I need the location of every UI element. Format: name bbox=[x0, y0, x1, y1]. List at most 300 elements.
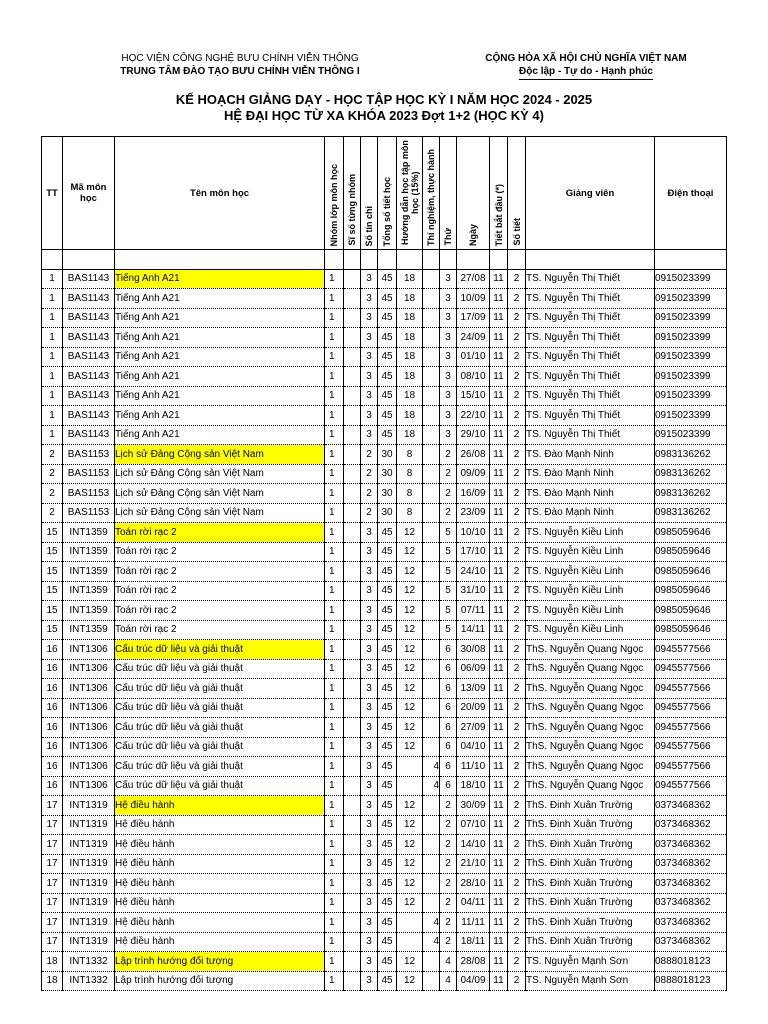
cell-phone: 0915023399 bbox=[655, 328, 727, 348]
cell-total-periods: 45 bbox=[378, 620, 397, 640]
cell-credits: 3 bbox=[361, 815, 378, 835]
cell-start-period: 11 bbox=[490, 835, 508, 855]
cell-group-size bbox=[344, 913, 361, 933]
cell-course-code: INT1306 bbox=[63, 659, 115, 679]
cell-total-periods: 45 bbox=[378, 640, 397, 660]
cell-weekday: 2 bbox=[440, 503, 457, 523]
cell-group-size bbox=[344, 659, 361, 679]
cell-class-group: 1 bbox=[325, 913, 344, 933]
cell-date: 18/10 bbox=[457, 776, 490, 796]
cell-credits: 3 bbox=[361, 386, 378, 406]
cell-date: 14/11 bbox=[457, 620, 490, 640]
cell-course-name: Hệ điều hành bbox=[115, 835, 325, 855]
cell-course-code: BAS1143 bbox=[63, 425, 115, 445]
cell-class-group: 1 bbox=[325, 952, 344, 972]
cell-course-name: Tiếng Anh A21 bbox=[115, 386, 325, 406]
cell-start-period: 11 bbox=[490, 406, 508, 426]
cell-total-periods: 45 bbox=[378, 269, 397, 289]
cell-lab-practice: 4 bbox=[423, 913, 440, 933]
cell-credits: 3 bbox=[361, 776, 378, 796]
cell-start-period: 11 bbox=[490, 620, 508, 640]
table-row bbox=[42, 269, 727, 289]
cell-lab-practice bbox=[423, 269, 440, 289]
table-row bbox=[42, 562, 727, 582]
cell-periods: 2 bbox=[508, 484, 526, 504]
cell-class-group: 1 bbox=[325, 562, 344, 582]
cell-start-period: 11 bbox=[490, 854, 508, 874]
cell-weekday: 3 bbox=[440, 328, 457, 348]
cell-periods: 2 bbox=[508, 386, 526, 406]
cell-lecturer: TS. Nguyễn Mạnh Sơn bbox=[526, 971, 655, 991]
cell-periods: 2 bbox=[508, 776, 526, 796]
cell-study-guidance: 8 bbox=[397, 464, 423, 484]
cell-lecturer: TS. Nguyễn Thị Thiết bbox=[526, 425, 655, 445]
cell-class-group: 1 bbox=[325, 776, 344, 796]
cell-course-code: BAS1143 bbox=[63, 269, 115, 289]
cell-phone: 0915023399 bbox=[655, 289, 727, 309]
cell-total-periods: 45 bbox=[378, 601, 397, 621]
cell-phone: 0915023399 bbox=[655, 269, 727, 289]
cell-weekday: 6 bbox=[440, 757, 457, 777]
cell-weekday: 6 bbox=[440, 640, 457, 660]
cell-periods: 2 bbox=[508, 269, 526, 289]
cell-total-periods: 45 bbox=[378, 523, 397, 543]
cell-weekday: 3 bbox=[440, 269, 457, 289]
cell-group-size bbox=[344, 835, 361, 855]
cell-lecturer: TS. Nguyễn Thị Thiết bbox=[526, 328, 655, 348]
cell-start-period: 11 bbox=[490, 737, 508, 757]
cell-group-size bbox=[344, 718, 361, 738]
cell-course-code: INT1306 bbox=[63, 776, 115, 796]
cell-study-guidance: 12 bbox=[397, 542, 423, 562]
cell-study-guidance: 18 bbox=[397, 269, 423, 289]
cell-lab-practice bbox=[423, 659, 440, 679]
cell-course-code: INT1359 bbox=[63, 601, 115, 621]
cell-tt: 17 bbox=[42, 796, 63, 816]
cell-group-size bbox=[344, 308, 361, 328]
cell-periods: 2 bbox=[508, 679, 526, 699]
cell-group-size bbox=[344, 562, 361, 582]
cell-credits: 3 bbox=[361, 601, 378, 621]
cell-phone: 0373468362 bbox=[655, 932, 727, 952]
cell-lab-practice bbox=[423, 367, 440, 387]
cell-group-size bbox=[344, 776, 361, 796]
cell-course-code: INT1306 bbox=[63, 698, 115, 718]
cell-class-group: 1 bbox=[325, 893, 344, 913]
cell-course-code: BAS1143 bbox=[63, 308, 115, 328]
cell-phone: 0983136262 bbox=[655, 484, 727, 504]
cell-lab-practice bbox=[423, 581, 440, 601]
cell-lecturer: TS. Nguyễn Kiều Linh bbox=[526, 542, 655, 562]
cell-weekday: 2 bbox=[440, 445, 457, 465]
cell-periods: 2 bbox=[508, 503, 526, 523]
table-row bbox=[42, 464, 727, 484]
cell-date: 31/10 bbox=[457, 581, 490, 601]
cell-credits: 3 bbox=[361, 874, 378, 894]
cell-start-period: 11 bbox=[490, 445, 508, 465]
cell-weekday: 3 bbox=[440, 347, 457, 367]
cell-tt: 17 bbox=[42, 815, 63, 835]
cell-lecturer: ThS. Nguyễn Quang Ngọc bbox=[526, 679, 655, 699]
cell-course-name: Tiếng Anh A21 bbox=[115, 289, 325, 309]
cell-weekday: 5 bbox=[440, 523, 457, 543]
cell-credits: 3 bbox=[361, 581, 378, 601]
cell-total-periods: 45 bbox=[378, 328, 397, 348]
cell-lab-practice bbox=[423, 386, 440, 406]
cell-date: 30/08 bbox=[457, 640, 490, 660]
cell-course-name: Hệ điều hành bbox=[115, 854, 325, 874]
cell-periods: 2 bbox=[508, 757, 526, 777]
table-row bbox=[42, 893, 727, 913]
cell-start-period: 11 bbox=[490, 796, 508, 816]
document-title: KẾ HOẠCH GIẢNG DẠY - HỌC TẬP HỌC KỲ I NĂM HỌC 2024 - 2025 bbox=[175, 92, 593, 107]
cell-phone: 0945577566 bbox=[655, 776, 727, 796]
cell-group-size bbox=[344, 620, 361, 640]
cell-periods: 2 bbox=[508, 971, 526, 991]
institution-header bbox=[110, 52, 370, 78]
cell-periods: 2 bbox=[508, 698, 526, 718]
cell-study-guidance: 18 bbox=[397, 386, 423, 406]
cell-study-guidance bbox=[397, 776, 423, 796]
cell-date: 04/11 bbox=[457, 893, 490, 913]
table-row bbox=[42, 328, 727, 348]
cell-group-size bbox=[344, 757, 361, 777]
table-row bbox=[42, 679, 727, 699]
cell-course-code: INT1319 bbox=[63, 835, 115, 855]
cell-study-guidance: 12 bbox=[397, 874, 423, 894]
cell-tt: 1 bbox=[42, 347, 63, 367]
cell-class-group: 1 bbox=[325, 581, 344, 601]
cell-weekday: 2 bbox=[440, 464, 457, 484]
cell-tt: 16 bbox=[42, 698, 63, 718]
cell-start-period: 11 bbox=[490, 503, 508, 523]
cell-lecturer: TS. Nguyễn Kiều Linh bbox=[526, 601, 655, 621]
cell-lecturer: TS. Đào Mạnh Ninh bbox=[526, 503, 655, 523]
cell-credits: 3 bbox=[361, 328, 378, 348]
cell-weekday: 6 bbox=[440, 698, 457, 718]
cell-lecturer: ThS. Đinh Xuân Trường bbox=[526, 796, 655, 816]
cell-group-size bbox=[344, 874, 361, 894]
cell-weekday: 3 bbox=[440, 386, 457, 406]
cell-weekday: 2 bbox=[440, 484, 457, 504]
col-phone: Điện thoại bbox=[655, 137, 727, 250]
cell-periods: 2 bbox=[508, 874, 526, 894]
cell-study-guidance: 12 bbox=[397, 815, 423, 835]
cell-group-size bbox=[344, 698, 361, 718]
cell-start-period: 11 bbox=[490, 815, 508, 835]
cell-tt: 17 bbox=[42, 893, 63, 913]
cell-weekday: 6 bbox=[440, 737, 457, 757]
cell-lab-practice bbox=[423, 698, 440, 718]
cell-course-code: INT1319 bbox=[63, 796, 115, 816]
cell-class-group: 1 bbox=[325, 445, 344, 465]
document-subtitle: HỆ ĐẠI HỌC TỪ XA KHÓA 2023 Đợt 1+2 (HỌC KỲ 4) bbox=[224, 108, 544, 123]
cell-tt: 17 bbox=[42, 932, 63, 952]
cell-lab-practice bbox=[423, 737, 440, 757]
cell-group-size bbox=[344, 581, 361, 601]
cell-total-periods: 45 bbox=[378, 932, 397, 952]
cell-weekday: 4 bbox=[440, 971, 457, 991]
table-row bbox=[42, 484, 727, 504]
cell-periods: 2 bbox=[508, 406, 526, 426]
cell-study-guidance: 12 bbox=[397, 620, 423, 640]
cell-phone: 0983136262 bbox=[655, 503, 727, 523]
cell-course-code: INT1306 bbox=[63, 718, 115, 738]
cell-date: 28/08 bbox=[457, 952, 490, 972]
cell-class-group: 1 bbox=[325, 932, 344, 952]
cell-total-periods: 45 bbox=[378, 581, 397, 601]
cell-date: 07/11 bbox=[457, 601, 490, 621]
table-row bbox=[42, 971, 727, 991]
cell-start-period: 11 bbox=[490, 562, 508, 582]
table-row bbox=[42, 523, 727, 543]
col-date: Ngày bbox=[457, 137, 490, 250]
cell-periods: 2 bbox=[508, 913, 526, 933]
cell-credits: 3 bbox=[361, 620, 378, 640]
cell-phone: 0945577566 bbox=[655, 757, 727, 777]
cell-group-size bbox=[344, 425, 361, 445]
cell-phone: 0915023399 bbox=[655, 308, 727, 328]
cell-course-name: Toán rời rạc 2 bbox=[115, 523, 325, 543]
cell-lecturer: TS. Nguyễn Thị Thiết bbox=[526, 269, 655, 289]
cell-credits: 2 bbox=[361, 445, 378, 465]
cell-periods: 2 bbox=[508, 601, 526, 621]
cell-tt: 16 bbox=[42, 718, 63, 738]
cell-group-size bbox=[344, 269, 361, 289]
cell-credits: 3 bbox=[361, 562, 378, 582]
cell-credits: 3 bbox=[361, 425, 378, 445]
cell-weekday: 2 bbox=[440, 893, 457, 913]
cell-date: 24/09 bbox=[457, 328, 490, 348]
cell-weekday: 5 bbox=[440, 542, 457, 562]
cell-total-periods: 45 bbox=[378, 874, 397, 894]
cell-lecturer: TS. Đào Mạnh Ninh bbox=[526, 484, 655, 504]
cell-credits: 3 bbox=[361, 640, 378, 660]
cell-date: 04/10 bbox=[457, 737, 490, 757]
cell-course-name: Cấu trúc dữ liệu và giải thuật bbox=[115, 757, 325, 777]
table-row bbox=[42, 913, 727, 933]
institution-name: HỌC VIỆN CÔNG NGHỆ BƯU CHÍNH VIỄN THÔNG bbox=[121, 53, 359, 64]
cell-total-periods: 45 bbox=[378, 854, 397, 874]
table-header-row bbox=[42, 137, 727, 250]
cell-weekday: 5 bbox=[440, 620, 457, 640]
cell-lecturer: ThS. Đinh Xuân Trường bbox=[526, 854, 655, 874]
cell-start-period: 11 bbox=[490, 776, 508, 796]
table-row bbox=[42, 952, 727, 972]
cell-total-periods: 30 bbox=[378, 503, 397, 523]
cell-date: 17/10 bbox=[457, 542, 490, 562]
cell-total-periods: 45 bbox=[378, 367, 397, 387]
cell-phone: 0373468362 bbox=[655, 854, 727, 874]
cell-weekday: 5 bbox=[440, 581, 457, 601]
cell-study-guidance: 8 bbox=[397, 484, 423, 504]
cell-lab-practice bbox=[423, 601, 440, 621]
cell-total-periods: 45 bbox=[378, 425, 397, 445]
cell-phone: 0945577566 bbox=[655, 659, 727, 679]
cell-tt: 16 bbox=[42, 776, 63, 796]
cell-course-code: INT1359 bbox=[63, 581, 115, 601]
cell-lecturer: ThS. Nguyễn Quang Ngọc bbox=[526, 659, 655, 679]
cell-credits: 2 bbox=[361, 503, 378, 523]
cell-lecturer: ThS. Đinh Xuân Trường bbox=[526, 815, 655, 835]
table-row bbox=[42, 835, 727, 855]
table-row bbox=[42, 289, 727, 309]
cell-total-periods: 45 bbox=[378, 952, 397, 972]
cell-weekday: 6 bbox=[440, 776, 457, 796]
table-row bbox=[42, 445, 727, 465]
table-row bbox=[42, 620, 727, 640]
cell-credits: 3 bbox=[361, 523, 378, 543]
table-row bbox=[42, 542, 727, 562]
cell-class-group: 1 bbox=[325, 854, 344, 874]
cell-class-group: 1 bbox=[325, 659, 344, 679]
cell-tt: 17 bbox=[42, 854, 63, 874]
cell-course-name: Tiếng Anh A21 bbox=[115, 367, 325, 387]
col-weekday: Thứ bbox=[440, 137, 457, 250]
cell-periods: 2 bbox=[508, 523, 526, 543]
cell-total-periods: 45 bbox=[378, 913, 397, 933]
cell-lecturer: TS. Nguyễn Thị Thiết bbox=[526, 289, 655, 309]
cell-study-guidance: 12 bbox=[397, 640, 423, 660]
cell-lecturer: TS. Nguyễn Kiều Linh bbox=[526, 523, 655, 543]
cell-group-size bbox=[344, 386, 361, 406]
cell-credits: 3 bbox=[361, 367, 378, 387]
cell-course-code: BAS1153 bbox=[63, 484, 115, 504]
cell-course-code: INT1306 bbox=[63, 640, 115, 660]
cell-total-periods: 45 bbox=[378, 679, 397, 699]
cell-course-name: Hệ điều hành bbox=[115, 913, 325, 933]
cell-start-period: 11 bbox=[490, 971, 508, 991]
cell-group-size bbox=[344, 347, 361, 367]
cell-periods: 2 bbox=[508, 289, 526, 309]
cell-tt: 1 bbox=[42, 269, 63, 289]
cell-class-group: 1 bbox=[325, 835, 344, 855]
cell-date: 26/08 bbox=[457, 445, 490, 465]
cell-periods: 2 bbox=[508, 737, 526, 757]
cell-credits: 3 bbox=[361, 718, 378, 738]
cell-study-guidance bbox=[397, 932, 423, 952]
cell-start-period: 11 bbox=[490, 269, 508, 289]
cell-course-name: Lịch sử Đảng Cộng sản Việt Nam bbox=[115, 445, 325, 465]
cell-study-guidance: 12 bbox=[397, 893, 423, 913]
cell-total-periods: 45 bbox=[378, 289, 397, 309]
cell-class-group: 1 bbox=[325, 269, 344, 289]
cell-start-period: 11 bbox=[490, 289, 508, 309]
cell-tt: 18 bbox=[42, 971, 63, 991]
cell-tt: 15 bbox=[42, 620, 63, 640]
cell-credits: 3 bbox=[361, 289, 378, 309]
cell-periods: 2 bbox=[508, 425, 526, 445]
cell-total-periods: 45 bbox=[378, 542, 397, 562]
cell-tt: 1 bbox=[42, 406, 63, 426]
cell-course-name: Cấu trúc dữ liệu và giải thuật bbox=[115, 679, 325, 699]
cell-course-code: BAS1143 bbox=[63, 328, 115, 348]
cell-total-periods: 30 bbox=[378, 484, 397, 504]
cell-lab-practice: 4 bbox=[423, 932, 440, 952]
cell-group-size bbox=[344, 640, 361, 660]
national-header bbox=[476, 52, 696, 80]
cell-course-code: BAS1143 bbox=[63, 406, 115, 426]
cell-total-periods: 30 bbox=[378, 464, 397, 484]
table-row bbox=[42, 737, 727, 757]
table-row bbox=[42, 367, 727, 387]
col-start-period: Tiết bắt đầu (*) bbox=[490, 137, 508, 250]
cell-periods: 2 bbox=[508, 464, 526, 484]
cell-date: 16/09 bbox=[457, 484, 490, 504]
cell-lab-practice bbox=[423, 503, 440, 523]
cell-lab-practice: 4 bbox=[423, 776, 440, 796]
cell-start-period: 11 bbox=[490, 913, 508, 933]
cell-weekday: 2 bbox=[440, 854, 457, 874]
table-row bbox=[42, 503, 727, 523]
cell-phone: 0985059646 bbox=[655, 620, 727, 640]
cell-credits: 3 bbox=[361, 659, 378, 679]
cell-class-group: 1 bbox=[325, 601, 344, 621]
cell-periods: 2 bbox=[508, 562, 526, 582]
col-credits: Số tín chỉ bbox=[361, 137, 378, 250]
cell-date: 14/10 bbox=[457, 835, 490, 855]
col-lecturer: Giảng viên bbox=[526, 137, 655, 250]
cell-periods: 2 bbox=[508, 952, 526, 972]
cell-total-periods: 45 bbox=[378, 406, 397, 426]
cell-study-guidance: 18 bbox=[397, 308, 423, 328]
table-row bbox=[42, 815, 727, 835]
cell-start-period: 11 bbox=[490, 640, 508, 660]
cell-date: 27/08 bbox=[457, 269, 490, 289]
cell-course-code: INT1359 bbox=[63, 562, 115, 582]
cell-course-code: INT1306 bbox=[63, 757, 115, 777]
cell-date: 10/10 bbox=[457, 523, 490, 543]
table-row bbox=[42, 776, 727, 796]
cell-class-group: 1 bbox=[325, 698, 344, 718]
cell-credits: 3 bbox=[361, 698, 378, 718]
cell-tt: 1 bbox=[42, 289, 63, 309]
cell-course-name: Toán rời rạc 2 bbox=[115, 542, 325, 562]
cell-lecturer: TS. Nguyễn Thị Thiết bbox=[526, 406, 655, 426]
cell-phone: 0983136262 bbox=[655, 445, 727, 465]
cell-start-period: 11 bbox=[490, 757, 508, 777]
cell-lab-practice bbox=[423, 815, 440, 835]
cell-group-size bbox=[344, 854, 361, 874]
cell-course-code: INT1306 bbox=[63, 737, 115, 757]
cell-course-name: Hệ điều hành bbox=[115, 893, 325, 913]
cell-study-guidance: 8 bbox=[397, 503, 423, 523]
cell-total-periods: 30 bbox=[378, 445, 397, 465]
cell-credits: 3 bbox=[361, 854, 378, 874]
cell-weekday: 3 bbox=[440, 425, 457, 445]
col-course-code: Mã môn học bbox=[63, 137, 115, 250]
cell-total-periods: 45 bbox=[378, 347, 397, 367]
cell-weekday: 2 bbox=[440, 874, 457, 894]
cell-tt: 16 bbox=[42, 679, 63, 699]
cell-total-periods: 45 bbox=[378, 776, 397, 796]
cell-course-name: Tiếng Anh A21 bbox=[115, 425, 325, 445]
cell-start-period: 11 bbox=[490, 932, 508, 952]
schedule-table bbox=[41, 136, 727, 991]
cell-total-periods: 45 bbox=[378, 835, 397, 855]
cell-class-group: 1 bbox=[325, 874, 344, 894]
cell-start-period: 11 bbox=[490, 386, 508, 406]
cell-total-periods: 45 bbox=[378, 562, 397, 582]
cell-class-group: 1 bbox=[325, 328, 344, 348]
cell-study-guidance: 12 bbox=[397, 796, 423, 816]
cell-total-periods: 45 bbox=[378, 737, 397, 757]
cell-lecturer: ThS. Nguyễn Quang Ngọc bbox=[526, 640, 655, 660]
cell-periods: 2 bbox=[508, 445, 526, 465]
col-course-name: Tên môn học bbox=[115, 137, 325, 250]
training-center-name: TRUNG TÂM ĐÀO TẠO BƯU CHÍNH VIỄN THÔNG I bbox=[120, 66, 360, 77]
cell-credits: 3 bbox=[361, 737, 378, 757]
